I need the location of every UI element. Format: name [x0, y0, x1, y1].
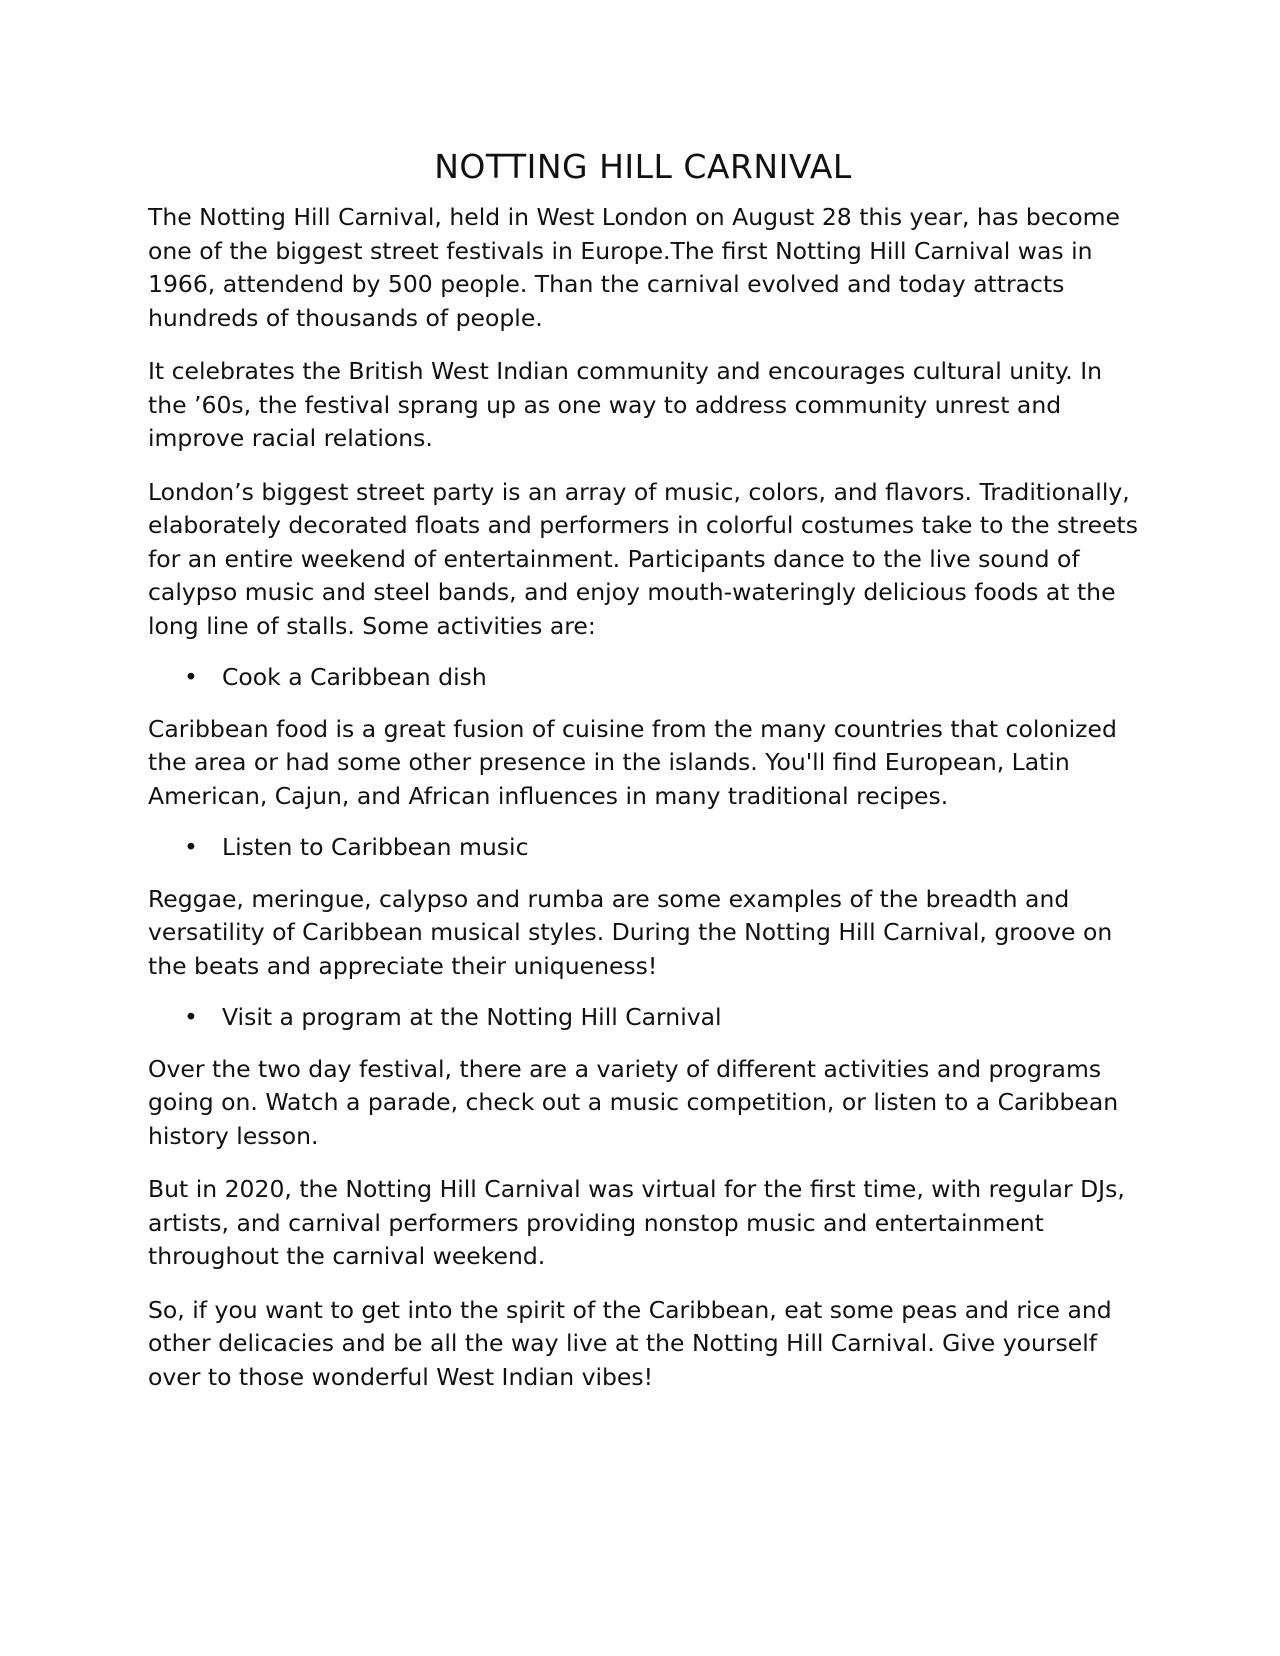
bullet-item-music — [148, 831, 1138, 865]
paragraph-programs: Over the two day festival, there are a variety of different activities and programs going on. Watch a parade, check out a music competition, or listen to a Caribbean history lesson. — [148, 1054, 1119, 1150]
paragraph-intro: The Notting Hill Carnival, held in West London on August 28 this year, has become one of the biggest street festivals in Europe.The first Notting Hill Carnival was in 1966, attendend by 500 people. Than the carnival evolved and today attracts hundreds of thousands of people. — [148, 203, 1120, 332]
paragraph-virtual-2020: But in 2020, the Notting Hill Carnival was virtual for the first time, with regular DJs, artists, and carnival performers providing nonstop music and entertainment throughout the carnival weekend. — [148, 1175, 1125, 1270]
paragraph-food: Caribbean food is a great fusion of cuisine from the many countries that colonized the area or had some other presence in the islands. You'll find European, Latin American, Cajun, and African influences in many traditional recipes. — [148, 714, 1117, 810]
paragraph-music: Reggae, meringue, calypso and rumba are some examples of the breadth and versatility of Caribbean musical styles. During the Notting Hill Carnival, groove on the beats and appreciate their uniqueness! — [148, 884, 1113, 980]
paragraph-street-party: London’s biggest street party is an array of music, colors, and flavors. Traditionally, elaborately decorated floats and performers in colorful costumes take to the streets for an entire weekend of entertainment. Participants dance to the live sound of calypso music and steel bands, and enjoy mouth-wateringly delicious foods at the long line of stalls. Some activities are: — [148, 477, 1138, 640]
bullet-item-program — [148, 1001, 1138, 1035]
bullet-item-label: Listen to Caribbean music — [222, 833, 529, 861]
bullet-item-label: Visit a program at the Notting Hill Carnival — [222, 1003, 722, 1031]
bullet-dot-icon: • — [184, 833, 198, 861]
bullet-dot-icon: • — [184, 663, 198, 691]
paragraph-celebration: It celebrates the British West Indian community and encourages cultural unity. In the ’60s, the festival sprang up as one way to address community unrest and improve racial relations. — [148, 357, 1103, 452]
bullet-dot-icon: • — [184, 1003, 198, 1031]
bullet-item-cook — [148, 661, 1138, 695]
paragraph-closing: So, if you want to get into the spirit of the Caribbean, eat some peas and rice and other delicacies and be all the way live at the Notting Hill Carnival. Give yourself over to those wonderful West Indian vibes! — [148, 1295, 1112, 1391]
bullet-item-label: Cook a Caribbean dish — [222, 663, 487, 691]
document-body — [148, 147, 1138, 1414]
document-title: NOTTING HILL CARNIVAL — [434, 147, 852, 186]
